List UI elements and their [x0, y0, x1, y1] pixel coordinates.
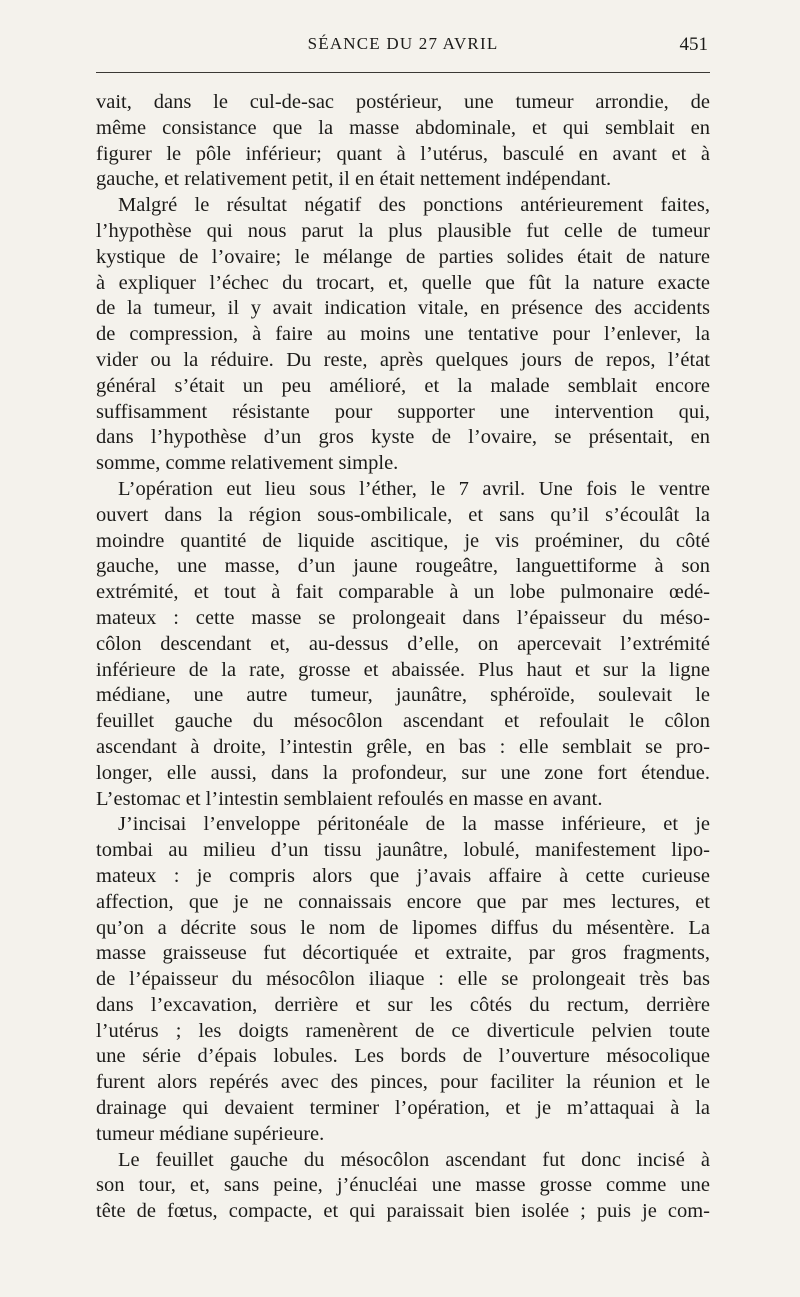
text-line: tête de fœtus, compacte, et qui paraissait bien isolée ; puis je com- — [96, 1200, 710, 1223]
text-line: moindre quantité de liquide ascitique, je vis proéminer, du côté — [96, 529, 710, 552]
text-line: son tour, et, sans peine, j’énucléai une masse grosse comme une — [96, 1174, 710, 1197]
text-line: vait, dans le cul-de-sac postérieur, une tumeur arrondie, de — [96, 91, 710, 113]
text-line: tombai au milieu d’un tissu jaunâtre, lobulé, manifestement lipo- — [96, 839, 710, 862]
text-line: dans l’hypothèse d’un gros kyste de l’ovaire, se présentait, en — [96, 426, 710, 449]
text-line: kystique de l’ovaire; le mélange de parties solides était de nature — [96, 245, 710, 268]
text-line: mateux : cette masse se prolongeait dans l’épaisseur du méso- — [96, 606, 710, 629]
text-line: de la tumeur, il y avait indication vitale, en présence des accidents — [96, 297, 710, 320]
text-line: même consistance que la masse abdominale, et qui semblait en — [96, 116, 710, 139]
text-line: mateux : je compris alors que j’avais affaire à cette curieuse — [96, 864, 710, 887]
text-line: somme, comme relativement simple. — [96, 452, 399, 475]
text-line: médiane, une autre tumeur, jaunâtre, sphéroïde, soulevait le — [96, 684, 710, 707]
text-line: tumeur médiane supérieure. — [96, 1122, 325, 1145]
text-line: Malgré le résultat négatif des ponctions antérieurement faites, — [118, 194, 710, 217]
text-line: l’utérus ; les doigts ramenèrent de ce diverticule pelvien toute — [96, 1019, 710, 1042]
text-line: gauche, une masse, d’un jaune rougeâtre, languettiforme à son — [96, 555, 710, 578]
text-line: feuillet gauche du mésocôlon ascendant et refoulait le côlon — [96, 710, 710, 733]
text-line: de l’épaisseur du mésocôlon iliaque : elle se prolongeait très bas — [96, 968, 710, 991]
text-line: ouvert dans la région sous-ombilicale, et sans qu’il s’écoulât la — [96, 503, 710, 526]
text-line: figurer le pôle inférieur; quant à l’utérus, basculé en avant et à — [96, 142, 710, 165]
body-text — [96, 90, 710, 1225]
text-line: furent alors repérés avec des pinces, pour faciliter la réunion et le — [96, 1071, 710, 1094]
header-rule — [96, 72, 710, 73]
text-line: Le feuillet gauche du mésocôlon ascendant fut donc incisé à — [118, 1148, 710, 1171]
text-line: dans l’excavation, derrière et sur les côtés du rectum, derrière — [96, 993, 710, 1016]
text-line: à expliquer l’échec du trocart, et, quelle que fût la nature exacte — [96, 271, 710, 294]
text-line: affection, que je ne connaissais encore que par mes lectures, et — [96, 890, 710, 913]
running-head — [96, 34, 710, 60]
text-line: L’estomac et l’intestin semblaient refoulés en masse en avant. — [96, 787, 603, 810]
text-line: J’incisai l’enveloppe péritonéale de la masse inférieure, et je — [118, 813, 710, 836]
text-line: extrémité, et tout à fait comparable à un lobe pulmonaire œdé- — [96, 581, 710, 604]
text-line: suffisamment résistante pour supporter une intervention qui, — [96, 400, 710, 423]
running-title: SÉANCE DU 27 AVRIL — [307, 34, 499, 53]
text-line: inférieure de la rate, grosse et abaissée. Plus haut et sur la ligne — [96, 658, 710, 681]
text-line: gauche, et relativement petit, il en était nettement indépendant. — [96, 168, 612, 191]
text-line: masse graisseuse fut décortiquée et extraite, par gros fragments, — [96, 942, 710, 965]
page-number: 451 — [679, 34, 708, 55]
text-line: longer, elle aussi, dans la profondeur, sur une zone fort étendue. — [96, 761, 710, 784]
text-line: général s’était un peu amélioré, et la malade semblait encore — [96, 374, 710, 397]
text-line: qu’on a décrite sous le nom de lipomes diffus du mésentère. La — [96, 916, 710, 939]
text-line: drainage qui devaient terminer l’opération, et je m’attaquai à la — [96, 1097, 710, 1120]
text-line: une série d’épais lobules. Les bords de l’ouverture mésocolique — [96, 1045, 710, 1068]
text-line: de compression, à faire au moins une tentative pour l’enlever, la — [96, 323, 710, 346]
text-line: L’opération eut lieu sous l’éther, le 7 avril. Une fois le ventre — [118, 477, 710, 500]
text-line: vider ou la réduire. Du reste, après quelques jours de repos, l’état — [96, 348, 710, 371]
text-line: côlon descendant et, au-dessus d’elle, on apercevait l’extrémité — [96, 632, 710, 655]
text-line: ascendant à droite, l’intestin grêle, en bas : elle semblait se pro- — [96, 735, 710, 758]
text-line: l’hypothèse qui nous parut la plus plausible fut celle de tumeur — [96, 219, 710, 242]
